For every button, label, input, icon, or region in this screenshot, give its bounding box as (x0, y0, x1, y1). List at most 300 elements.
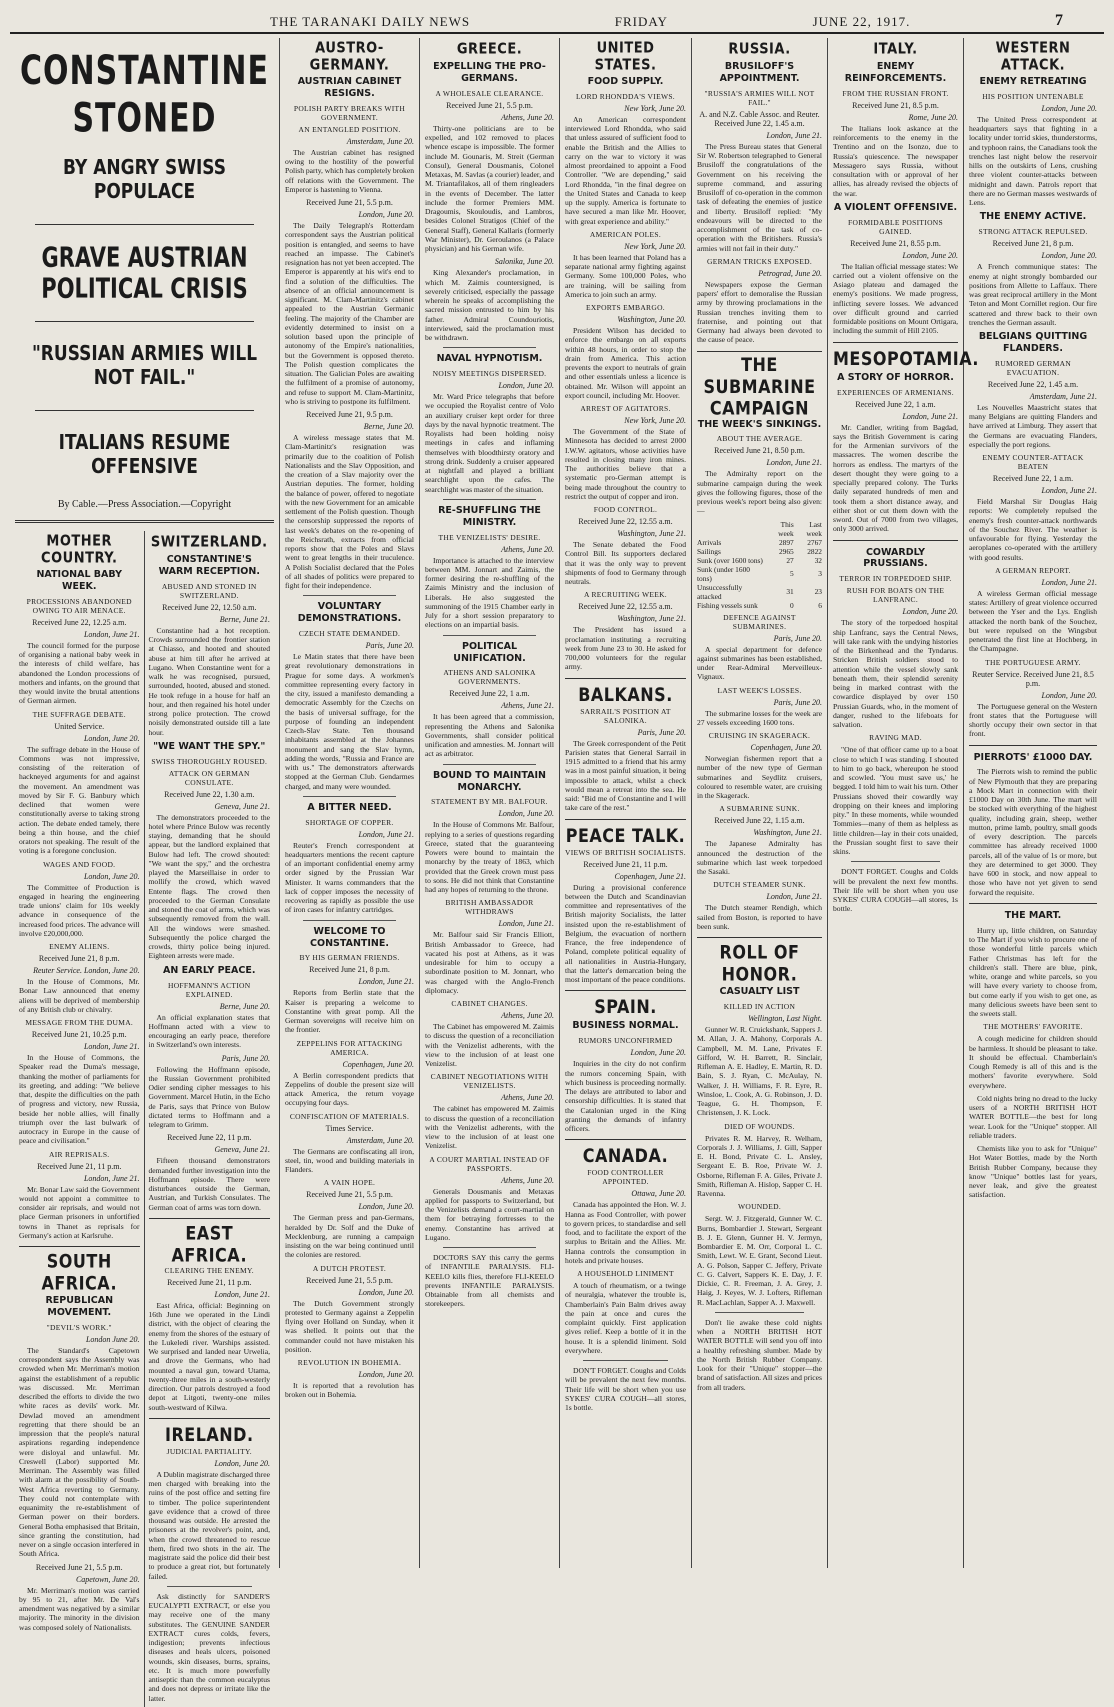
column-russia (692, 38, 828, 1568)
article-subheading: CZECH STATE DEMANDED. (298, 629, 401, 638)
article-body: A special department for defence against submarines has been established, under Rear-Admiral Merveilleux-Vignaux. (697, 644, 822, 682)
dateline: London, June 20. (83, 871, 140, 881)
article-body: Field Marshal Sir Douglas Haig reports: We completely repulsed the enemy's fresh counter-attack northwards of the Souchez River. The weather is unfavourable for flying. Yesterday the aeroplanes co-operated with the artillery with good results. (969, 497, 1097, 562)
divider (167, 1586, 253, 1587)
advertisement: DOCTORS SAY this carry the germs of INFANTILE PARALYSIS. FLI-KEELO kills flies, therefore FLI-KEELO prevents INFANTILE PARALYSIS. Obtainable from all chemists and storekeepers. (425, 1253, 554, 1309)
dateline: London, June 21. (83, 1042, 140, 1051)
dateline: Wellington, Last Night. (748, 1014, 822, 1023)
article-body: The Admiralty report on the submarine campaign during the week gives the following figures, those of the previous week's report being also given:— (697, 469, 822, 516)
section-heading: EAST AFRICA. (171, 1221, 248, 1266)
article-heading: AUSTRIAN CABINET RESIGNS. (297, 76, 402, 99)
dateline: Received June 22, 1 a.m. (855, 399, 936, 409)
article-subheading: ZEPPELINS FOR ATTACKING AMERICA. (296, 1038, 403, 1057)
table-row (697, 583, 822, 601)
article-body: A touch of rheumatism, or a twinge of neuralgia, whatever the trouble is, Chamberlain's Pain Balm drives away the pain at once and cures the complaint quickly. First application gives relief. Keep a bottle of it in the house. It is a splendid liniment. Sold everywhere. (565, 1281, 686, 1355)
dateline: Received June 21, 10.25 p.m. (31, 1030, 127, 1039)
dateline: London, June 21. (358, 977, 414, 987)
section-heading: GREECE. (456, 40, 523, 59)
divider (149, 1218, 271, 1219)
table-cell: 0 (790, 600, 794, 610)
article-body: The Germans are confiscating all iron, steel, tin, wood and building materials in Flanders. (285, 1146, 414, 1175)
table-header-cell: Last week (806, 519, 822, 538)
table-cell: Unsuccessfully attacked (697, 582, 743, 601)
article-heading: ENEMY RETREATING (979, 76, 1087, 87)
dateline: Rome, June 20. (908, 112, 958, 122)
dateline: Received June 22, 12.50 a.m. (162, 602, 257, 612)
divider (303, 920, 396, 921)
dateline: Athens, June 20. (501, 1093, 554, 1103)
masthead-title: THE TARANAKI DAILY NEWS (270, 14, 471, 29)
article-body: The United Press correspondent at headquarters says that fighting in a locality under torrid skies, thunderstorms, and typhoon rains, the Canadians took the trenches last night below the reservoir hills on the outskirts of Lens, crushing three violent counter-attacks between midnight and dawn. Patrols report that there are no German masses westwards of Lens. (969, 114, 1097, 208)
article-body: Reports from Berlin state that the Kaiser is preparing a welcome to Constantine with great pomp. All the German sovereigns will receive him on the frontier. (285, 988, 414, 1035)
article-body: The Government of the State of Minnesota has decided to arrest 2000 I.W.W. agitators, whose activities have resulted in closing many iron mines. The authorities believe that a systematic pro-German attempt is being made throughout the country to restrict the output of copper and iron. (565, 427, 686, 501)
article-subheading: FOOD CONTROLLER APPOINTED. (587, 1168, 664, 1187)
article-subheading: A COURT MARTIAL INSTEAD OF PASSPORTS. (429, 1154, 550, 1173)
article-subheading: SWISS THOROUGHLY ROUSED. (151, 756, 268, 766)
table-cell: 2897 (778, 537, 794, 547)
article-body: The Japanese Admiralty has announced the destruction of the submarine which last week torpedoed the Sasaki. (697, 839, 822, 877)
dateline: Received June 22, 12.55 a.m. (578, 602, 673, 612)
article-body: The Daily Telegraph's Rotterdam correspondent says the Austrian political position is entangled, and seems to have reached an impasse. The Cabinet's resignation has not yet been accepted. The Emperor is apparently at his wit's end to find a solution of the difficulties. The absence of an official announcement is significant. M. Clam-Martinitz's cabinet appealed to the Austrian Germanic feeling. The majority of the Chamber are evidently determined to insist on a solution based upon the principle of autonomy of the Empire's nationalities, but the Government is opposed thereto. The Polish question complicates the situation. The Galician Poles are awaiting the fulfilment of a promise of autonomy, and refuse to support M. Clam-Martinitz, who is striving to postpone its fulfilment. (285, 221, 414, 406)
divider (35, 321, 254, 322)
article-body: In the House of Commons, the Speaker read the Duma's message, thanking the mother of parliaments for its greeting, and adding: "We believe that, despite the difficulties on the path of progress and victory, new Russia, beside her noble allies, will finally triumph over the last bulwark of autocracy in Europe in the cause of peace and civilisation." (19, 1053, 140, 1146)
article-subheading: HIS POSITION UNTENABLE (982, 91, 1084, 101)
dateline: Berne, June 20. (363, 422, 414, 431)
article-subheading: RUMORS UNCONFIRMED (578, 1036, 673, 1046)
article-subheading: ARREST OF AGITATORS. (580, 404, 671, 414)
divider (303, 595, 396, 596)
article-body: The council formed for the purpose of organising a national baby week in the interests of child welfare, has abandoned the London processions of mothers and infants, on the ground that they would invite the brutal attentions of German airmen. (19, 640, 140, 706)
article-body: Mr. Ward Price telegraphs that before we occupied the Royalist centre of Volo an auxiliary cruiser kept order for three days by the naval hypnotic treatment. The Royalists had been holding noisy meetings in cafes and inflaming themselves with bloodthirsty oratory and strong drink. Suddenly a cruiser appeared at nightfall and played a brilliant searchlight upon the cafes. The searchlight was master of the situation. (425, 392, 554, 494)
article-heading: FOOD SUPPLY. (587, 76, 664, 87)
headline-2: BY ANGRY SWISS POPULACE (62, 156, 227, 204)
article-heading: AN EARLY PEACE. (163, 964, 256, 976)
article-subheading: CONFISCATION OF MATERIALS. (289, 1111, 410, 1121)
article-heading: NAVAL HYPNOTISM. (436, 353, 543, 365)
article-body: Mr. Candler, writing from Bagdad, says the British Government is caring for the Armenian survivors of the massacres. The women describe the horrors as endless. The martyrs of the desert thought they were going to a specially prepared colony. The Turks daily separated hundreds of men and took them a short distance away, and either shot or cut them down with the sword. Out of 7000 from two villages, only 3000 arrived. (833, 422, 958, 534)
article-body: The Greek correspondent of the Petit Parisien states that General Sarrail in 1915 admitted to a friend that his army was in a most painful situation, it being impossible to attack, whilst a check would mean a retreat into the sea. He said: "Bid me of Constantine and I will take care of the rest." (565, 738, 686, 813)
dateline: London, June 21. (498, 919, 554, 929)
table-cell: 6 (818, 600, 822, 610)
dateline: Received June 21, 9.5 p.m. (306, 410, 393, 419)
table-header-cell (697, 520, 765, 538)
dateline: Received June 22, 1 a.m. (449, 689, 530, 699)
divider (969, 745, 1097, 746)
article-heading: A BITTER NEED. (307, 801, 392, 813)
article-subheading: A HOUSEHOLD LINIMENT (577, 1269, 674, 1278)
article-heading: ENEMY REINFORCEMENTS. (844, 61, 947, 84)
article-body: A wireless message states that M. Clam-Martinitz's resignation was primarily due to the coalition of Polish Nationalists and the Slav Opposition, and the creation of a Slav majority over the Austrian deputies. The former, holding the balance of power, offered to negotiate with the new Government for an amicable settlement of the Polish question. Though the censorship suppressed the reports of last week's debates on the re-opening of the Reichsrath, extracts from official reports show that the Poles and Slavs went to great lengths in their truculence. A Polish Socialist declared that the Poles of all shades of politics were prepared to fight for their independence. (285, 433, 414, 590)
article-body: It has been learned that Poland has a separate national army fighting against Germany. Some 100,000 Poles, who are training, will be sailing from America to join such an army. (565, 252, 686, 299)
article-body: Generals Dousmanis and Metaxas applied for passports to Switzerland, but the Venizelists demand a court-martial on them for betraying fortresses to the enemy. Constantine has arrived at Lugano. (425, 1186, 554, 1242)
table-header-cell: This week (778, 519, 794, 538)
dateline: Geneva, June 21. (214, 801, 270, 811)
dateline: London, June 21. (766, 458, 822, 468)
article-subheading: CABINET CHANGES. (451, 999, 528, 1009)
article-subheading: A VAIN HOPE. (323, 1178, 376, 1188)
article-body: Gunner W. R. Cruickshank, Sappers J. M. Allan, J. A. Mahony, Corporals A. Campbell, M. M. Lane, Privates F. Gifford, W. H. Barrett, R. Sinclair, Rifleman A. E. Hadley, E. Martin, R. D. Bain, S. J. Ryan, C. McAulay, N. Walker, J. H. Williams, F. R. Eyre, R. Winsloe, L. Cook, A. G. Robinson, J. D. Teague, G. H. Thompson, F. Christensen, J. K. Lock. (697, 1025, 822, 1118)
dateline: Athens, June 20. (501, 544, 554, 554)
column-western-attack (964, 38, 1102, 1568)
section-heading: AUSTRO-GERMANY. (309, 39, 390, 75)
divider (565, 1139, 686, 1140)
divider (833, 342, 958, 343)
advertisement: DON'T FORGET. Coughs and Colds will be prevalent the next few months. Their life will be short when you use SYKES' CURA COUGH—all stores, 1s bottle. (833, 867, 958, 914)
article-subheading: A WHOLESALE CLEARANCE. (435, 88, 544, 98)
article-body: Reuter's French correspondent at headquarters mentions the recent capture of an important confidential enemy army order signed by the Prussian War Minister. It warns commanders that the lack of copper imposes the necessity of recovering as rapidly as possible the use of iron cases for infantry cartridges. (285, 840, 414, 915)
dateline: Washington, June 21. (753, 828, 822, 838)
dateline: Berne, June 20. (219, 1001, 270, 1011)
divider (303, 796, 396, 797)
article-heading: CASUALTY LIST (719, 986, 800, 998)
article-subheading: A RECRUITING WEEK. (584, 590, 667, 600)
dateline: Received June 21, 8 p.m. (992, 239, 1074, 249)
masthead-date: JUNE 22, 1917. (812, 14, 911, 29)
divider (35, 410, 254, 411)
table-cell: 32 (814, 555, 822, 565)
article-subheading: THE VENIZELISTS' DESIRE. (438, 532, 541, 542)
article-heading: THE WEEK'S SINKINGS. (697, 418, 822, 430)
dateline: London, June 20. (1041, 690, 1097, 700)
dateline: Washington, June 20. (617, 315, 686, 325)
table-cell: 23 (814, 587, 822, 597)
dateline: Received June 22, 1 a.m. (992, 474, 1074, 483)
dateline: Salonika, June 20. (494, 257, 554, 267)
table-cell: 2965 (778, 546, 794, 556)
article-heading: REPUBLICAN MOVEMENT. (45, 1295, 114, 1318)
article-body: The Standard's Capetown correspondent says the Assembly was crowded when Mr. Merriman's motion against the establishment of a republic was discussed. Mr. Merriman described the efforts to divide the two white races as devils' work. Mr. Dewlad moved an amendment regretting that there should be an impression that the people's natural aspirations regarding independence were disloyal and unlawful. Mr. Creswell (Labor) supported Mr. Merriman. The Assembly was filled with alarm at the possibility of South-West Africa reverting to Germany. They could not contemplate with equanimity the re-establishment of German power on their borders. General Botha emphasised that Britain, since granting the constitution, had never on a single occasion interfered in South Africa. (19, 1345, 140, 1559)
dateline: London, June 20. (358, 210, 414, 219)
divider (443, 347, 536, 348)
table-row (697, 556, 822, 565)
article-subheading: SARRAIL'S POSITION AT SALONIKA. (580, 706, 671, 725)
table-cell: 2822 (807, 546, 822, 556)
article-body: Norwegian fishermen report that a number of the new type of German submarines and Seydlitz cruisers, coloured to resemble water, are cruising in the Skagerack. (697, 754, 822, 801)
article-body: The suffrage debate in the House of Commons was not impressive, consisting of the reiteration of hackneyed arguments for and against the movement. An amendment was moved by Sir F. G. Banbury which declined that women were constitutionally averse to taking strong action. The debate ended tamely, there being a thin house, and the chief orators not speaking. The result of the voting is a foregone conclusion. (19, 744, 140, 856)
article-body: The Italian official message states: We carried out a violent offensive on the Asiago plateau and damaged the enemy's positions. We made progress, inflicting severe losses. We advanced over difficult ground and carried formidable positions on Mount Ortigara, including the summit of Hill 2105. (833, 261, 958, 336)
dateline: Received June 22, 1.45 a.m. (987, 379, 1079, 389)
article-body: Canada has appointed the Hon. W. J. Hanna as Food Controller, with power to govern prices, to standardise and sell food, and to facilitate the export of the surplus to Britain and the Allies. Mr. Hanna controls the consumption in hotels and private houses. (565, 1200, 686, 1265)
article-subheading: STATEMENT BY MR. BALFOUR. (431, 797, 548, 807)
dateline: United Service. (54, 721, 105, 731)
article-body: The Italians look askance at the reinforcements to the enemy in the Trentino and on the Isonzo, due to Russia's quiescence. The newspaper Messagero says Russia, without consultation with or approval of her allies, has already revised the objects of the war. (833, 123, 958, 198)
dateline: London, June 21. (214, 1289, 270, 1299)
article-subheading: WAGES AND FOOD. (43, 859, 116, 869)
article-heading: "WE WANT THE SPY." (153, 740, 266, 752)
article-body: Importance is attached to the interview between MM. Jonnart and Zaimis, the former desiring the re-shuffling of the Zaimis Ministry and the inclusion of Liberals. He also suggested the summoning of the 1915 Chamber early in July for a short session preparatory to elections on an impartial basis. (425, 555, 554, 630)
article-body: A French communique states: The enemy at night strongly bombarded our positions from Allette to Laffaux. There was great reciprocal artillery in the Mont Teton and Mont Cornillet region. Our fire scattered and threw back to their own trenches the German assault. (969, 262, 1097, 327)
dateline: London, June 20. (358, 1287, 414, 1297)
dateline: Athens, June 21. (501, 701, 554, 711)
section-heading: WESTERN ATTACK. (995, 39, 1071, 75)
article-subheading: AN ENTANGLED POSITION. (298, 124, 401, 134)
divider (969, 903, 1097, 904)
table-row (697, 547, 822, 556)
dateline: New York, June 20. (624, 241, 686, 251)
article-subheading: SHORTAGE OF COPPER. (305, 817, 394, 827)
divider (443, 764, 536, 765)
dateline: Received June 22, 1.15 a.m. (714, 816, 805, 826)
divider (35, 224, 254, 225)
article-body: A Dublin magistrate discharged three men charged with breaking into the ruins of the post office and setting fire to timber. The police superintendent gave evidence that a crowd of three thousand was outside. He arrested the prisoners at the revolver's point, and, when the crowd threatened to rescue them, fired two shots in the air. The magistrate said the police did their best to produce a great riot, but fortunately failed. (148, 1469, 270, 1581)
byline: By Cable.—Press Association.—Copyright (57, 499, 232, 510)
article-body: An American correspondent interviewed Lord Rhondda, who said that unless assured of sufficient food to enable the British and the Allies to carry on the war to victory it was almost preordained to appoint a Food Controller. "We are depending," said Lord Rhondda, "in the final degree on the United States and Canada to keep up the supply. America is fortunate to have secured a man like Mr. Hoover, with great experience and ability." (565, 114, 686, 226)
article-body: Following the Hoffmann episode, the Russian Government prohibited Odier sending cipher messages to his Government. Marcel Hutin, in the Echo de Paris, says that Prince von Bulow dictated terms to Hoffmann and a telegram to Grimm. (148, 1064, 270, 1129)
article-heading: CONSTANTINE'S WARM RECEPTION. (158, 554, 260, 577)
dateline: Received June 21, 11 p.m. (167, 1277, 252, 1287)
table-cell: 27 (786, 555, 794, 565)
advertisement: Chemists like you to ask for "Unique" Hot Water Bottles, made by the North British Rubber Company, because they know "Unique" bottles last for years, never leak, and give the greatest satisfaction. (969, 1144, 1097, 1200)
article-heading: RE-SHUFFLING THE MINISTRY. (438, 504, 541, 528)
column-austro-germany (280, 38, 420, 1568)
divider (851, 861, 940, 862)
article-body: Fifteen thousand demonstrators demanded further investigation into the Hoffmann episode. There were disturbances outside the German, Austrian, and Turkish Consulates. The German coat of arms was torn down. (148, 1156, 270, 1212)
article-subheading: FROM THE RUSSIAN FRONT. (842, 88, 949, 98)
section-heading: SWITZERLAND. (150, 533, 268, 552)
article-body: It has been agreed that a commission, representing the Athens and Salonika Governments, shall consider political unification and amnesties. M. Jonnart will act as arbitrator. (425, 712, 554, 759)
column-united-states (560, 38, 692, 1568)
table-row (697, 601, 822, 610)
section-heading: UNITED STATES. (594, 39, 657, 75)
divider (565, 678, 686, 679)
article-body: The German press and pan-Germans, heralded by Dr. Solf and the Duke of Mecklenburg, are running a campaign insisting on the war being continued until the colonies are restored. (285, 1213, 414, 1260)
article-body: East Africa, official: Beginning on 16th June we operated in the Lindi district, with the object of clearing the enemy from the shores of the estuary of the Lukeledi river. Warships assisted. We surprised and landed near Urwelia, and drove the Germans, who had mounted a naval gun, toward Utama, twenty-three miles in a south-westerly direction. Our patrols destroyed a food depot at Litgoti, twenty-one miles south-westward of Kilwa. (148, 1300, 270, 1412)
dateline: Received June 21, 8 p.m. (38, 954, 120, 963)
dateline: Amsterdam, June 20. (346, 136, 414, 146)
article-body: Hurry up, little children, on Saturday to The Mart if you wish to procure one of those wonderful little parcels which Father Christmas has left for the children's stall. There are blue, pink, white, orange and white parcels, so you will have every variety to choose from, but come early if you wish to get one, as many delicious sweets have been sent to the sweets stall. (969, 925, 1097, 1018)
divider (715, 1312, 804, 1313)
table-cell: Arrivals (697, 537, 722, 547)
article-heading: BELGIANS QUITTING FLANDERS. (978, 331, 1088, 354)
dateline: London, June 20. (630, 1048, 686, 1058)
subcolumn-right (145, 531, 275, 1707)
dateline: Amsterdam, June 20. (346, 1135, 414, 1145)
dateline: A. and N.Z. Cable Assoc. and Reuter. Received June 22, 1.45 a.m. (699, 109, 820, 128)
article-body: President Wilson has decided to enforce the embargo on all exports within 48 hours, in order to stop the drain from America. This action prevents the export to neutrals of grain and other essentials unless a licence is obtained. Mr. Wilson will appoint an export council, including Mr. Hoover. (565, 326, 686, 400)
divider (833, 540, 958, 541)
article-subheading: THE PORTUGUESE ARMY. (985, 657, 1081, 667)
advertisement: Ask distinctly for SANDER'S EUCALYPTI EXTRACT, or else you may receive one of the many substitutes. The GENUINE SANDER EXTRACT cures colds, fevers, indigestion; prevents infectious diseases and heals ulcers, poisoned wounds, skin diseases, burns, sprains, etc. It is much more powerfully antiseptic than the common eucalyptus and does not depress or irritate like the latter. (148, 1591, 270, 1703)
article-body: A cough medicine for children should be harmless. It should be pleasant to take. It should be effectual. Chamberlain's Cough Remedy is all of this and is the mothers' favorite everywhere. Sold everywhere. (969, 1034, 1097, 1090)
article-subheading: EXPERIENCES OF ARMENIANS. (837, 387, 954, 397)
headline-4: "RUSSIAN ARMIES WILL NOT FAIL." (31, 342, 258, 390)
divider (19, 1246, 140, 1247)
article-body: The Dutch Government strongly protested to Germany against a Zeppelin flying over Holland on Sunday, when it was shelled. It points out that the commander could not have mistaken his position. (285, 1298, 414, 1354)
article-body: The demonstrators proceeded to the hotel where Prince Bulow was recently staying, demanding that he should appear, but the landlord explained that Bulow had left. The crowd shouted: "We want the spy," and the orchestra played the Marseillaise in order to mollify the crowd, which waved Entente flags. The crowd then proceeded to the German Consulate and stoned the coat of arms, which was subsequently removed from the wall. All the windows were smashed. Subsequently the police charged the crowds, thirty police being injured. Eighteen arrests were made. (148, 812, 270, 961)
advertisement: Cold nights bring no dread to the lucky users of a NORTH BRITISH HOT WATER BOTTLE—the best for long wear. Look for the "Unique" stopper. All reliable traders. (969, 1093, 1097, 1140)
dateline: London, June 20. (358, 1202, 414, 1212)
article-body: Inquiries in the city do not confirm the rumors concerning Spain, with which business is proceeding normally. The delays are attributed to labor and censorship difficulties. It is stated that the Catalonian urged in the King granting the demands of infantry officers. (565, 1059, 686, 1133)
article-subheading: FORMIDABLE POSITIONS GAINED. (848, 217, 943, 236)
article-subheading: THE MOTHERS' FAVORITE. (983, 1022, 1083, 1032)
article-subheading: VIEWS OF BRITISH SOCIALISTS. (565, 847, 686, 857)
article-body: Mr. Bonar Law said the Government would not appoint a committee to consider air reprisals, and would not place German prisoners in unfortified towns in Thanet as reprisals for Germany's action at Karlsruhe. (19, 1184, 140, 1240)
article-subheading: RUSH FOR BOATS ON THE LANFRANC. (846, 586, 945, 605)
article-heading: WELCOME TO CONSTANTINE. (310, 925, 389, 949)
dateline: Petrograd, June 20. (758, 268, 822, 278)
section-heading: IRELAND. (164, 1423, 254, 1446)
dateline: Received June 21, 8.5 p.m. (852, 100, 939, 110)
section-heading: THE SUBMARINE CAMPAIGN (703, 353, 816, 419)
dateline: Copenhagen, June 20. (750, 743, 822, 753)
dateline: Received June 22, 1.30 a.m. (164, 789, 255, 799)
article-subheading: LAST WEEK'S LOSSES. (717, 685, 802, 695)
article-subheading: EXPORTS EMBARGO. (586, 303, 665, 313)
article-subheading: JUDICIAL PARTIALITY. (166, 1446, 252, 1456)
dateline: London, June 21. (1041, 577, 1097, 587)
article-heading: BUSINESS NORMAL. (572, 1020, 679, 1032)
divider (443, 1247, 536, 1248)
double-rule (15, 520, 274, 523)
section-heading: CANADA. (582, 1144, 669, 1167)
article-body: Privates R. M. Harvey, R. Welham, Corporals J. J. Williams, J. Gill, Sapper E. H. Bond, Private C. L. Ansley, Sergeant E. B. Roe, Private W. J. Osborne, Rifleman F. A. Giles, Private J. Smith, Rifleman A. Hislop, Sapper C. H. Ravenna. (697, 1133, 822, 1198)
dateline: London, June 20. (83, 733, 140, 743)
article-body: Mr. Merriman's motion was carried by 95 to 21, after Mr. De Val's amendment was negatived by a similar majority. The minority in the division was composed solely of Nationalists. (19, 1585, 140, 1632)
dateline: Paris, June 20. (221, 1053, 270, 1063)
dateline: Received June 21, 11 p.m. (583, 859, 668, 869)
dateline: Reuter Service. London, June 20. (33, 966, 140, 975)
dateline: London, June 20. (902, 250, 958, 260)
dateline: London June 20. (85, 1334, 140, 1344)
dateline: Received June 21, 5.5 p.m. (35, 1562, 123, 1572)
table-cell: Sunk (under 1600 tons) (697, 564, 750, 583)
dateline: London, June 20. (498, 809, 554, 819)
table-cell: Sailings (697, 546, 721, 556)
article-subheading: ATHENS AND SALONIKA GOVERNMENTS. (443, 668, 536, 687)
article-body: The cabinet has empowered M. Zaimis to discuss the question of a reconciliation with the Venizelist adherents, with the view to the inclusion of at least one Venizelist. (425, 1104, 554, 1151)
article-subheading: WOUNDED. (737, 1202, 782, 1212)
page-number: 7 (1054, 12, 1064, 29)
dateline: Received June 21, 5.5 p.m. (306, 1190, 393, 1200)
dateline: Athens, June 20. (501, 1011, 554, 1021)
dateline: Reuter Service. Received June 21, 8.5 p.m. (972, 669, 1094, 688)
article-heading: VOLUNTARY DEMONSTRATIONS. (297, 601, 402, 625)
dateline: Washington, June 21. (617, 529, 686, 539)
article-subheading: "RUSSIA'S ARMIES WILL NOT FAIL." (704, 88, 815, 107)
dateline: Times Service. (325, 1123, 374, 1133)
lead-subcolumns (15, 531, 274, 1707)
advertisement: DON'T FORGET. Coughs and Colds will be prevalent the next few months. Their life will be short when you use SYKES' CURA COUGH—all stores, 1s bottle. (565, 1366, 686, 1412)
divider (443, 499, 536, 500)
masthead (10, 8, 1104, 34)
section-heading: SPAIN. (594, 995, 657, 1018)
article-subheading: REVOLUTION IN BOHEMIA. (297, 1358, 402, 1368)
article-subheading: BY HIS GERMAN FRIENDS. (299, 953, 400, 963)
dateline: London, June 20. (1041, 251, 1097, 261)
divider (697, 937, 822, 938)
table-cell: 5 (790, 569, 794, 579)
article-heading: THE ENEMY ACTIVE. (979, 211, 1087, 223)
article-subheading: NOISY MEETINGS DISPERSED. (432, 369, 547, 379)
article-subheading: POLISH PARTY BREAKS WITH GOVERNMENT. (293, 103, 406, 122)
article-subheading: LORD RHONDDA'S VIEWS. (576, 91, 675, 101)
dateline: New York, June 20. (624, 103, 686, 113)
dateline: Copenhagen, June 21. (614, 871, 686, 881)
article-subheading: CRUISING IN SKAGERACK. (708, 731, 811, 741)
article-subheading: ENEMY COUNTER-ATTACK BEATEN (982, 453, 1084, 471)
article-body: "One of that officer came up to a boat close to which I was standing. I shouted to him to go back, whereupon he stood and scowled. 'You must save us,' he begged. I told him to wait his turn. Other Prussians shoved their cowardly way dropping on their knees and imploring pity." In these moments, while wounded Tommies—many of them as helpless as little children—lay in their cots unaided, the Prussian sought first to save their skins. (833, 745, 958, 856)
article-body: The Pierrots wish to remind the public of New Plymouth that they are preparing a Mock Mart in connection with their £1000 Day on 30th June. The mart will be stocked with everything of the highest quality, including grain, sheep, wether mutton, prime lamb, poultry, small goods of every description. The parcels committee has already received 1000 parcels, all of the value of 1s or more, but they are determined to get 3000. They have 600 in stock, and now appeal to those who have not yet given to send forward the requisite. (969, 767, 1097, 897)
article-body: The story of the torpedoed hospital ship Lanfranc, says the Central News, will take rank with the undying histories of the Birkenhead and the Tyndarus. Stricken British soldiers stood to attention while the vessel slowly sank beneath them, their splendid serenity being in marked contrast with the cowardice displayed by over 150 Prussian Guards, who, in the moment of danger, rushed to the lifeboats for salvation. (833, 618, 958, 729)
table-row (697, 538, 822, 547)
article-body: The Cabinet has empowered M. Zaimis to discuss the question of a reconciliation with the Venizelist adherents, with the view to the inclusion of at least one Venizelist. (425, 1022, 554, 1069)
section-heading: PEACE TALK. (565, 824, 686, 847)
divider (565, 990, 686, 991)
table-cell: Sunk (over 1600 tons) (697, 555, 763, 565)
article-subheading: BRITISH AMBASSADOR WITHDRAWS (445, 898, 534, 917)
divider (149, 1418, 271, 1419)
section-heading: MESOPOTAMIA. (833, 347, 979, 370)
article-subheading: DIED OF WOUNDS. (724, 1121, 795, 1131)
article-body: It is reported that a revolution has broken out in Bohemia. (285, 1381, 414, 1400)
dateline: London, June 21. (766, 130, 822, 140)
dateline: London, June 21. (766, 892, 822, 902)
article-body: Thirty-one politicians are to be expelled, and 102 removed to places whence escape is impossible. The former include M. Gounaris, M. Streit (German Consul), General Dousmanis, Colonel Metaxas, M. Savlas (a courier) leader, and M. Triantafilakos, all of them ringleaders in the events of December. The latter include the former Premiers MM. Dragoumis, Skouloudis, and Lambros, besides Colonel Stratigos (Chief of the General Staff), General Kallaris (formerly War Minister), Dr. Geroulanos (a Palace physician) and his German wife. (425, 123, 554, 253)
dateline: London, June 20. (358, 1370, 414, 1380)
headline-5: ITALIANS RESUME OFFENSIVE (58, 431, 231, 479)
article-heading: POLITICAL UNIFICATION. (453, 640, 526, 664)
article-body: Les Nouvelles Maastricht states that many Belgians are quitting Flanders and have arrived at Limburg. They assert that the Germans are evacuating Flanders, especially the port regions. (969, 402, 1097, 449)
article-subheading: STRONG ATTACK REPULSED. (978, 227, 1088, 237)
article-subheading: FOOD CONTROL. (593, 505, 658, 515)
article-body: The Portuguese general on the Western front states that the Portuguese will shortly occupy their own sector in that front. (969, 701, 1097, 739)
masthead-day: FRIDAY (614, 14, 668, 29)
article-subheading: GERMAN TRICKS EXPOSED. (706, 256, 812, 266)
article-body: The Committee of Production is engaged in hearing the engineering trade unions' claim for 10s weekly advance in consequence of the increased food prices. The advance will involve £20,000,000. (19, 882, 140, 938)
section-heading: RUSSIA. (728, 40, 791, 59)
article-body: The Senate debated the Food Control Bill. Its supporters declared that it was the only way to prevent shipments of food to Germany through neutrals. (565, 540, 686, 587)
table-row (697, 565, 822, 583)
section-heading: SOUTH AFRICA. (41, 1250, 118, 1294)
dateline: Received June 21, 5.5 p.m. (446, 100, 533, 110)
dateline: Capetown, June 20. (75, 1574, 140, 1584)
article-body: In the House of Commons, Mr. Bonar Law announced that enemy aliens will be deprived of membership of any British club or chivalry. (19, 977, 140, 1014)
dateline: Paris, June 20. (365, 641, 414, 650)
table-header-row (697, 520, 822, 538)
column-lead (10, 38, 280, 1703)
article-body: The Press Bureau states that General Sir W. Robertson telegraphed to General Brusiloff the congratulations of the Government on his receiving the supreme command, and assuring Brusiloff of co-operation in the common task of defeating the enemies of justice and liberty. Brusiloff replied: "My endeavours will be directed to the accomplishment of the task of co-operation with the Britishers. Russia's armies will not fail in their duty." (697, 141, 822, 253)
article-subheading: HOFFMANN'S ACTION EXPLAINED. (167, 980, 251, 999)
dateline: Received June 22, 12.55 a.m. (578, 517, 673, 527)
article-subheading: DUTCH STEAMER SUNK. (713, 880, 806, 890)
dateline: London, June 21. (1041, 486, 1097, 495)
article-heading: COWARDLY PRUSSIANS. (863, 546, 928, 570)
article-body: Sergt. W. J. Fitzgerald, Gunner W. C. Burns, Bombardier J. Stewart, Sergeant B. J. E. Glenn, Gunner H. V. Jermyn, Bombardier E. M. Orr, Corporal L. C. Smith, Lewt. W. E. Grant, Second Lieut. A. G. Polson, Sapper C. Jeffery, Private C. G. Calvert, Sappers K. E. Day, J. F. Dickie, C. R. Freeman, J. A. Grey, J. Haig, J. Keyes, W. J. Lofters, Rifleman R. MacLachlan, Sapper A. J. Maxwell. (697, 1214, 822, 1307)
article-body: Mr. Balfour said Sir Francis Elliott, British Ambassador to Greece, had vacated his post at Athens, as it was undesirable for him to occupy a subordinate position to M. Jonnart, who was charged with the Anglo-French diplomacy. (425, 930, 554, 995)
article-subheading: TERROR IN TORPEDOED SHIP. (839, 574, 952, 584)
article-subheading: CABINET NEGOTIATIONS WITH VENIZELISTS. (430, 1072, 549, 1091)
article-heading: A VIOLENT OFFENSIVE. (833, 201, 958, 213)
dateline: London, June 21. (83, 1173, 140, 1183)
article-subheading: PROCESSIONS ABANDONED OWING TO AIR MENACE. (26, 596, 132, 615)
article-body: The Dutch steamer Rendigh, which sailed from Boston, is reported to have been sunk. (697, 903, 822, 931)
columns (10, 38, 1104, 1703)
dateline: Paris, June 20. (773, 697, 822, 707)
dateline: London, June 20. (214, 1458, 270, 1468)
article-body: An official explanation states that Hoffmann acted with a view to encouraging an early peace, therefore in Switzerland's own interests. (148, 1012, 270, 1050)
article-body: The Austrian cabinet has resigned owing to the hostility of the powerful Polish party, which has completely broken off relations with the Government. The Emperor is hastening to Vienna. (285, 147, 414, 194)
article-subheading: ENEMY ALIENS. (49, 942, 110, 951)
dateline: Received June 22, 11 p.m. (167, 1133, 252, 1143)
dateline: Copenhagen, June 20. (342, 1059, 414, 1069)
dateline: Ottawa, June 20. (631, 1189, 686, 1199)
table-cell: Fishing vessels sunk (697, 600, 758, 610)
divider (697, 351, 822, 352)
article-heading: PIERROTS' £1000 DAY. (973, 751, 1093, 763)
dateline: Received June 21, 5.5 p.m. (306, 198, 393, 207)
dateline: London, June 20. (1041, 103, 1097, 113)
divider (443, 635, 536, 636)
